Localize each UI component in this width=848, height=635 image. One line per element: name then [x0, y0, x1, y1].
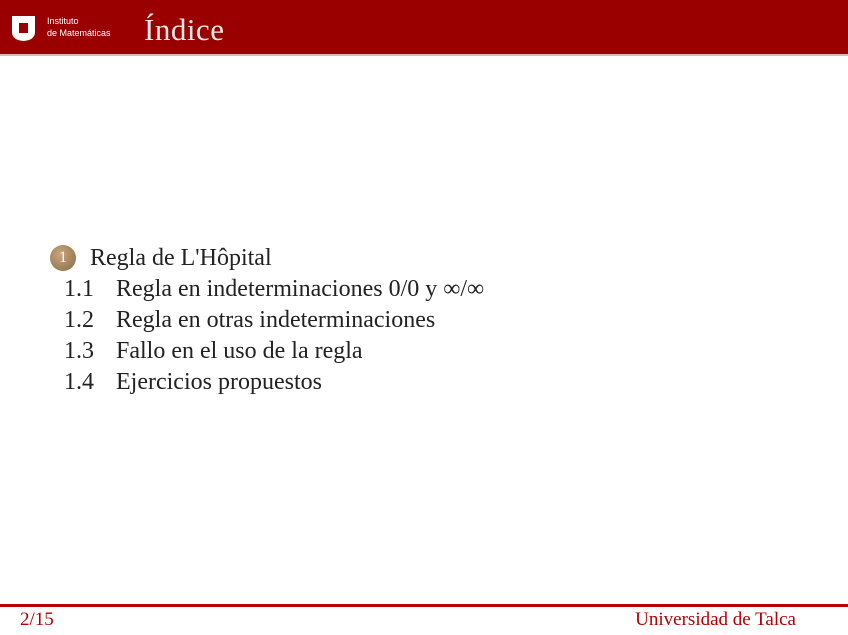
subsection-number: 1.4 — [64, 369, 94, 395]
subsection-number: 1.1 — [64, 276, 94, 302]
header-bar — [0, 0, 848, 54]
toc-subsection-1-2[interactable] — [64, 305, 484, 336]
page-number: 2/15 — [20, 609, 54, 630]
toc-subsection-1-3[interactable] — [64, 336, 484, 367]
table-of-contents — [50, 242, 484, 398]
subsection-number: 1.2 — [64, 307, 94, 333]
slide-title: Índice — [144, 12, 225, 47]
institution-name: Universidad de Talca — [635, 609, 796, 630]
subsection-number: 1.3 — [64, 338, 94, 364]
logo-line-1: Instituto — [47, 16, 79, 26]
subsection-label: Regla en otras indeterminaciones — [116, 307, 436, 333]
header-divider — [0, 54, 848, 56]
section-label: Regla de L'Hôpital — [90, 244, 272, 271]
footer-divider — [0, 604, 848, 607]
subsection-label: Fallo en el uso de la regla — [116, 338, 363, 364]
logo-text — [47, 15, 111, 39]
toc-subsection-1-1[interactable] — [64, 274, 484, 305]
logo-line-2: de Matemáticas — [47, 28, 111, 38]
section-number-ball: 1 — [50, 245, 76, 271]
university-shield-icon — [11, 15, 36, 42]
toc-subsection-1-4[interactable] — [64, 367, 484, 398]
subsection-label: Ejercicios propuestos — [116, 369, 322, 395]
institute-logo — [11, 15, 131, 43]
toc-section-1[interactable] — [50, 242, 484, 274]
subsection-label: Regla en indeterminaciones 0/0 y ∞/∞ — [116, 276, 485, 302]
